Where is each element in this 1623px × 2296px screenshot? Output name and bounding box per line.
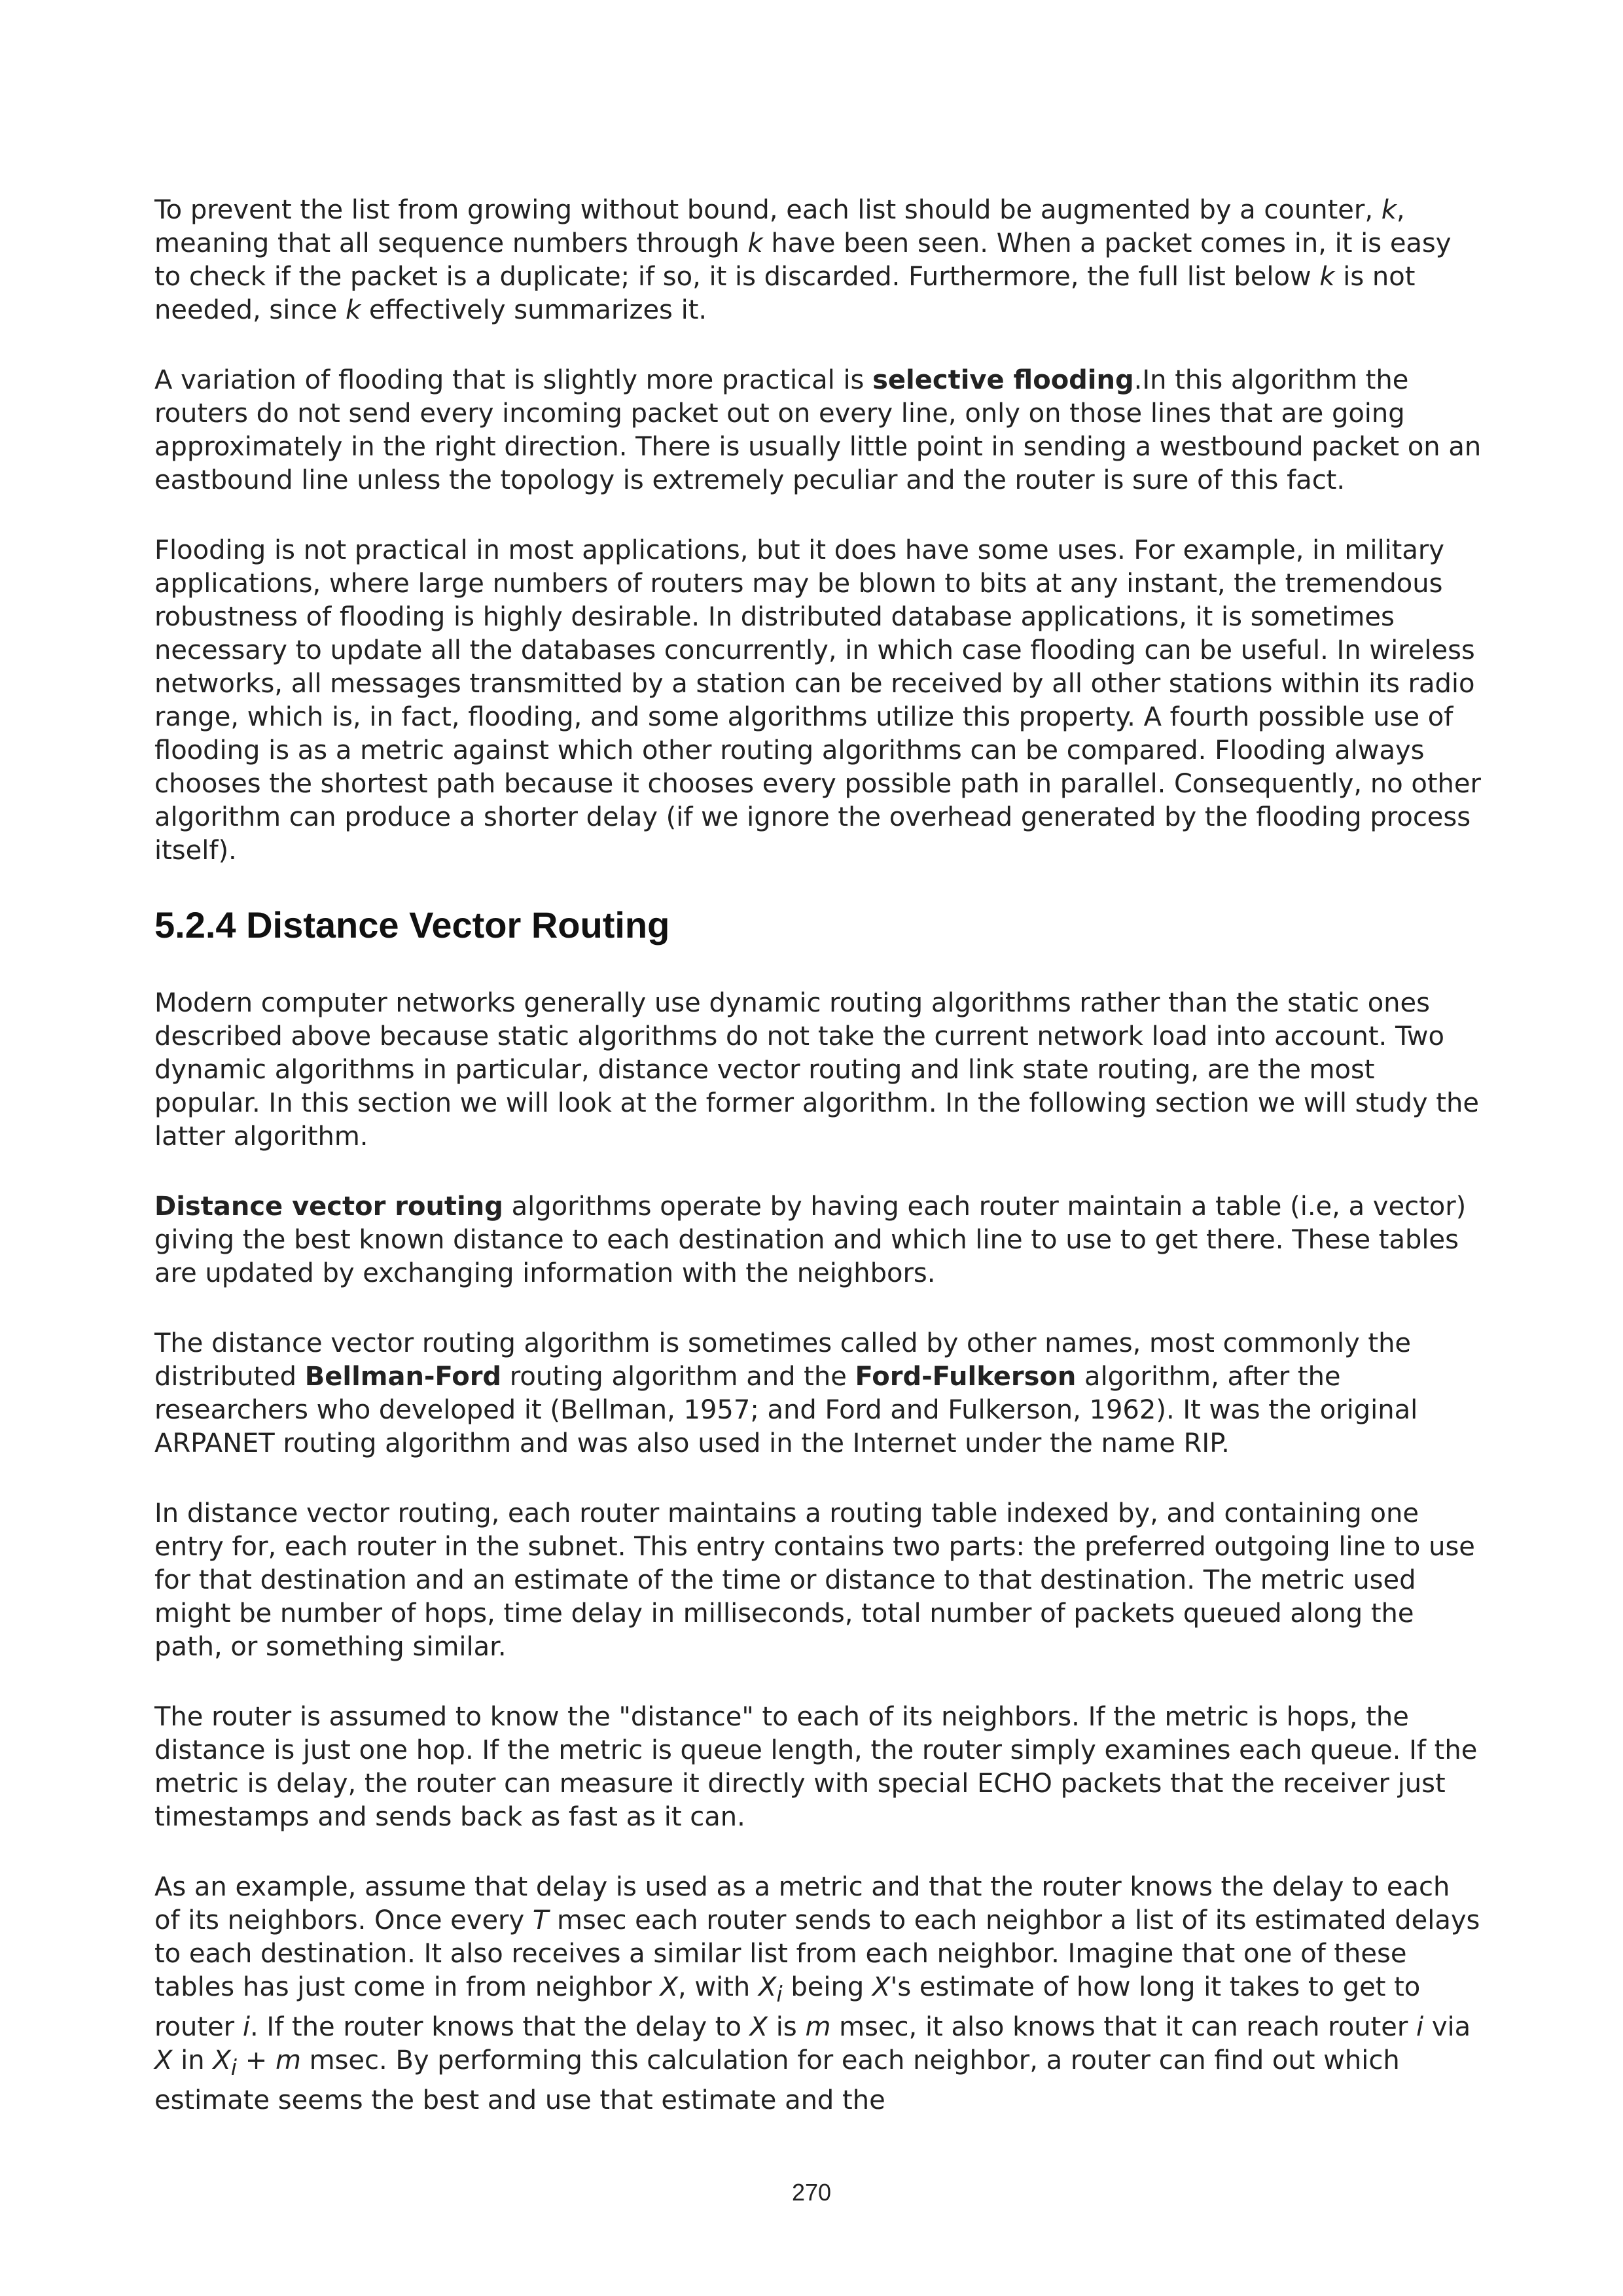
var-m: m [275,2045,301,2075]
text: 's estimate of how long it takes to get to router [154,1972,1421,2042]
paragraph-dynamic-routing: Modern computer networks generally use dynamic routing algorithms rather than the static ones described above because static algorithms do not take the current network load into account. Two dynamic algorithms in particular, distance vector routing and link state routing, are the most popular. In this section we will look at the former algorithm. In the following section we will study the latter algorithm. [154,988,1479,1152]
page-body [154,194,1483,2154]
var-k: k [747,228,763,258]
text: msec. By performing this calculation for each neighbor, a router can find out which estimate seems the best and use that estimate and the [154,2045,1400,2115]
text: , meaning that all sequence numbers through [154,195,1405,258]
text: being [782,1972,872,2002]
text: msec each router sends to each neighbor a list of its estimated delays to each destination. It also receives a similar list from each neighbor. Imagine that one of these tables has just come in from neighbor [154,1905,1480,2002]
paragraph-distance-vector-def [154,1190,1483,1290]
var-i: i [242,2012,250,2042]
text: msec, it also knows that it can reach router [830,2012,1416,2042]
page-number: 270 [791,2179,832,2206]
text: via [1423,2012,1471,2042]
text: have been seen. When a packet comes in, it is easy to check if the packet is a duplicate; if so, it is discarded. Furthermore, the full list below [154,228,1452,292]
text: algorithms operate by having each router maintain a table (i.e, a vector) giving the best known distance to each destination and which line to use to get there. These tables are updated by exchanging information with the neighbors. [154,1192,1467,1288]
paragraph-distance-metric: The router is assumed to know the "distance" to each of its neighbors. If the metric is hops, the distance is just one hop. If the metric is queue length, the router simply examines each queue. If the metric is delay, the router can measure it directly with special ECHO packets that the receiver just timestamps and sends back as fast as it can. [154,1702,1478,1832]
paragraph-delay-example [154,1871,1483,2117]
text: is not needed, since [154,262,1416,325]
text: in [172,2045,213,2075]
var-X: X [154,2045,173,2075]
subscript-i: i [776,1981,783,2007]
var-k: k [346,295,361,325]
var-X: X [660,1972,678,2002]
var-X: X [749,2012,768,2042]
var-X: X [213,2045,231,2075]
var-k: k [1381,195,1397,225]
text: routing algorithm and the [501,1362,855,1392]
text: A variation of flooding that is slightly more practical is [154,365,873,395]
paragraph-routing-table: In distance vector routing, each router maintains a routing table indexed by, and containing one entry for, each router in the subnet. This entry contains two parts: the preferred outgoing line to use for that destination and an estimate of the time or distance to that destination. The metric used might be number of hops, time delay in milliseconds, total number of packets queued along the path, or something similar. [154,1498,1475,1662]
text: is [768,2012,806,2042]
text: , with [677,1972,758,2002]
text: To prevent the list from growing without bound, each list should be augmented by a counter, [154,195,1382,225]
var-X: X [872,1972,891,2002]
text: + [236,2045,276,2075]
text: . If the router knows that the delay to [249,2012,750,2042]
var-m: m [805,2012,831,2042]
term-distance-vector-routing: Distance vector routing [154,1192,503,1222]
var-i: i [1416,2012,1424,2042]
section-heading: 5.2.4 Distance Vector Routing [154,904,670,945]
text: algorithm, after the researchers who developed it (Bellman, 1957; and Ford and Fulkerson, 1962). It was the original ARPANET routing algorithm and was also used in the Internet under the name RIP. [154,1362,1418,1458]
term-bellman-ford: Bellman-Ford [304,1362,502,1392]
var-X: X [758,1972,777,2002]
paragraph-selective-flooding [154,364,1483,497]
text: As an example, assume that delay is used as a metric and that the router knows the delay to each of its neighbors. Once every [154,1872,1450,1935]
subscript-i: i [230,2055,237,2080]
text: .In this algorithm the routers do not send every incoming packet out on every line, only on those lines that are going approximately in the right direction. There is usually little point in sending a westbound packet on an eastbound line unless the topology is extremely peculiar and the router is sure of this fact. [154,365,1482,495]
var-T: T [532,1905,549,1935]
paragraph-sequence-counter [154,194,1483,327]
term-selective-flooding: selective flooding [872,365,1134,395]
text: The distance vector routing algorithm is sometimes called by other names, most commonly the distributed [154,1328,1412,1392]
var-k: k [1319,262,1335,292]
paragraph-bellman-ford [154,1327,1483,1460]
paragraph-flooding-uses: Flooding is not practical in most applications, but it does have some uses. For example, in military applications, where large numbers of routers may be blown to bits at any instant, the tremendous robustness of flooding is highly desirable. In distributed database applications, it is sometimes necessary to update all the databases concurrently, in which case flooding can be useful. In wireless networks, all messages transmitted by a station can be received by all other stations within its radio range, which is, in fact, flooding, and some algorithms utilize this property. A fourth possible use of flooding is as a metric against which other routing algorithms can be compared. Flooding always chooses the shortest path because it chooses every possible path in parallel. Consequently, no other algorithm can produce a shorter delay (if we ignore the overhead generated by the flooding process itself). [154,535,1481,866]
text: effectively summarizes it. [361,295,707,325]
term-ford-fulkerson: Ford-Fulkerson [855,1362,1077,1392]
